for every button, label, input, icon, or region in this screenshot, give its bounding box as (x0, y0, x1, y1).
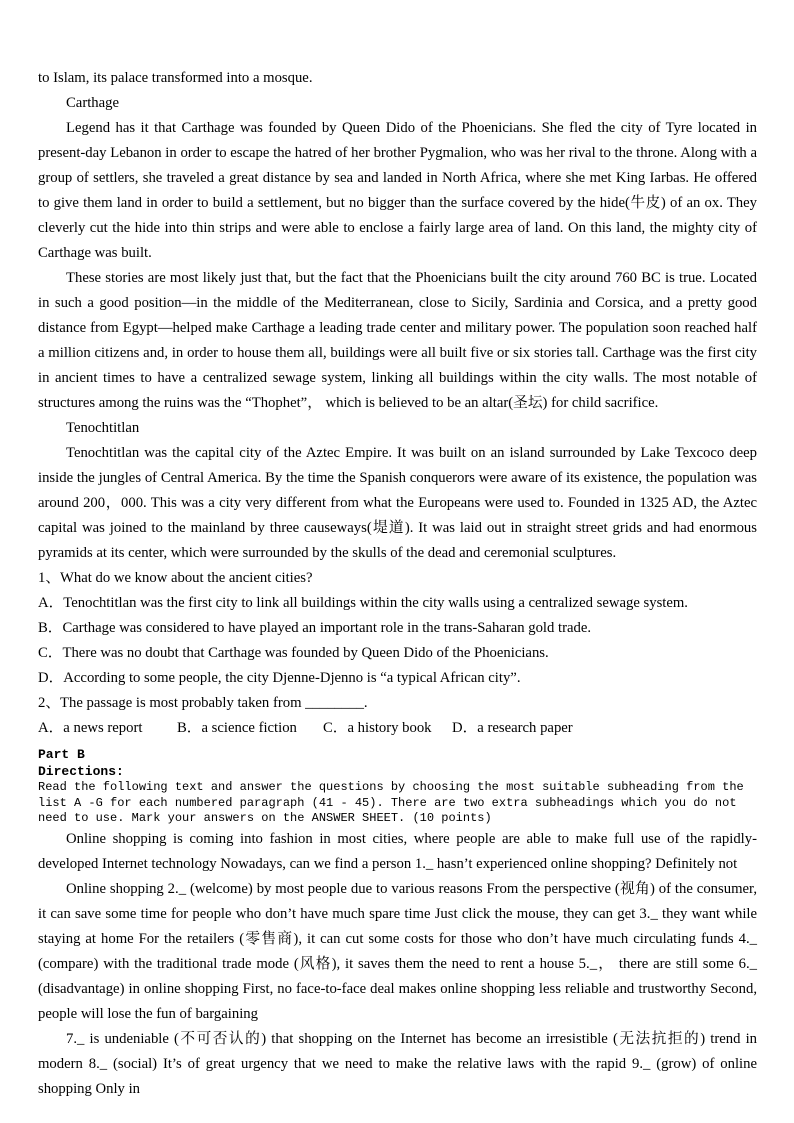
directions-text: Read the following text and answer the questions by choosing the most suitable subheading from the list A -G for each numbered paragraph (41 - 45). There are two extra subheadings which you do not need to use. Mark your answers on the ANSWER SHEET. (10 points) (38, 780, 744, 825)
carthage-paragraph-2: These stories are most likely just that, but the fact that the Phoenicians built the city around 760 BC is true. Located in such a good position—in the middle of the Mediterranean, close to Sicily, Sardinia and Corsica, and a pretty good distance from Egypt—helped make Carthage a leading trade center and military power. The population soon reached half a million citizens and, in order to house them all, buildings were all built five or six stories tall. Carthage was the first city in ancient times to have a centralized sewage system, linking all buildings within the city walls. The most notable of structures among the ruins was the “Thophet”， which is believed to be an altar(圣坛) for child sacrifice. (38, 270, 757, 411)
part-b-section (38, 746, 757, 827)
tenochtitlan-paragraph: Tenochtitlan was the capital city of the Aztec Empire. It was built on an island surrounded by Lake Texcoco deep inside the jungles of Central America. By the time the Spanish conquerors were aware of its existence, the population was around 200，000. This was a city very different from what the Europeans were used to. Founded in 1325 AD, the Aztec capital was joined to the mainland by three causeways(堤道). It was laid out in straight street grids and had enormous pyramids at its center, which were surrounded by the skulls of the dead and ceremonial sculptures. (38, 445, 757, 561)
question-1-stem: 1、What do we know about the ancient cities? (38, 570, 313, 586)
question-1-option-c: C．There was no doubt that Carthage was founded by Queen Dido of the Phoenicians. (38, 645, 549, 661)
carthage-paragraph-1: Legend has it that Carthage was founded by Queen Dido of the Phoenicians. She fled the city of Tyre located in present-day Lebanon in order to escape the hatred of her brother Pygmalion, who was her rival to the throne. Along with a group of settlers, she traveled a great distance by sea and landed in North Africa, where she met King Iarbas. He offered to give them land in order to build a settlement, but no bigger than the surface covered by the hide(牛皮) of an ox. They cleverly cut the hide into thin strips and were able to enclose a fairly large area of land. On this land, the mighty city of Carthage was built. (38, 120, 757, 261)
question-2-option-d: D．a research paper (452, 720, 573, 736)
cloze-paragraph-2: Online shopping 2._ (welcome) by most people due to various reasons From the perspective (视角) of the consumer, it can save some time for people who don’t have much spare time Just click the mouse, they can get 3._ they want while staying at home For the retailers (零售商), it can cut some costs for those who don’t have much circulating funds 4._ (compare) with the traditional trade mode (风格), it saves them the need to rent a house 5._， there are still some 6._ (disadvantage) in online shopping First, no face-to-face deal makes online shopping less reliable and trustworthy Second, people will lose the fun of bargaining (38, 880, 757, 1022)
tenochtitlan-heading: Tenochtitlan (66, 420, 140, 436)
passage-continuation-line: to Islam, its palace transformed into a mosque. (38, 70, 313, 86)
question-2-stem: 2、The passage is most probably taken from ________. (38, 695, 368, 711)
directions-label: Directions: (38, 764, 124, 779)
part-b-heading: Part B (38, 747, 85, 762)
carthage-heading: Carthage (66, 95, 120, 111)
question-2-options-row (38, 716, 757, 741)
question-1-option-b: B．Carthage was considered to have played an important role in the trans-Saharan gold trade. (38, 620, 592, 636)
question-2-option-a: A．a news report (38, 720, 143, 736)
question-2-option-c: C．a history book (323, 720, 432, 736)
question-1-option-d: D．According to some people, the city Djenne-Djenno is “a typical African city”. (38, 670, 521, 686)
question-2-option-b: B．a science fiction (177, 720, 297, 736)
cloze-paragraph-1: Online shopping is coming into fashion in most cities, where people are able to make full use of the rapidly-developed Internet technology Nowadays, can we find a person 1._ hasn’t experienced online shopping? Definitely not (38, 830, 757, 872)
cloze-paragraph-3: 7._ is undeniable (不可否认的) that shopping on the Internet has become an irresistible (无法抗拒的) trend in modern 8._ (social) It’s of great urgency that we need to make the relative laws with the rapid 9._ (grow) of online shopping Only in (38, 1030, 757, 1097)
question-1-option-a: A．Tenochtitlan was the first city to link all buildings within the city walls using a centralized sewage system. (38, 595, 688, 611)
